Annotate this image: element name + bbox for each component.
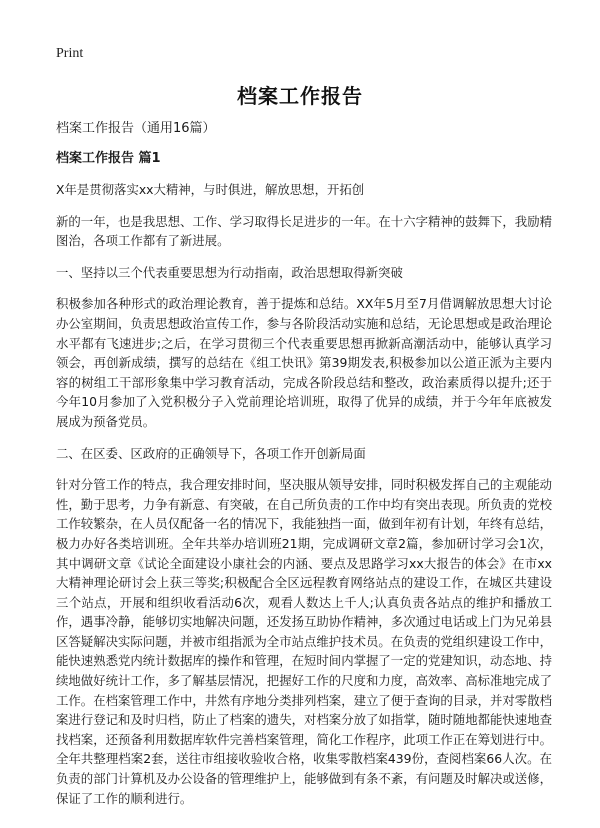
subheading-one: 一、坚持以三个代表重要思想为行动指南，政治思想取得新突破	[56, 264, 403, 280]
section-heading: 档案工作报告 篇1	[56, 151, 161, 166]
paragraph-work: 针对分管工作的特点，我合理安排时间，坚决服从领导安排，同时积极发挥自己的主观能动性，勤于思考，力争有新意、有突破，在自己所负责的工作中均有突出表现。所负责的党校工作较繁杂，在人员仅配备一名的情况下，我能独挡一面，做到年初有计划，年终有总结，极力办好各类培训班。全年共举办培训班21期，完成调研文章2篇，参加研讨学习会1次，其中调研文章《试论全面建设小康社会的内涵、要点及思路学习xx大报告的体会》在市xx大精神理论研讨会上获三等奖;积极配合全区远程教育网络站点的建设工作，在城区共建设三个站点，开展和组织收看活动6次，观看人数达上千人;认真负责各站点的维护和播放工作，遇事冷静，能够切实地解决问题，还发扬互助协作精神，多次通过电话或上门为兄弟县区答疑解决实际问题，并被市组指派为全市站点维护技术员。在负责的党组织建设工作中，能快速熟悉党内统计数据库的操作和管理，在短时间内掌握了一定的党建知识，动态地、持续地做好统计工作，多了解基层情况，把握好工作的尺度和力度，高效率、高标准地完成了工作。在档案管理工作中，井然有序地分类排列档案，建立了便于查询的目录，并对零散档案进行登记和及时归档，防止了档案的遗失，对档案分放了如指掌，随时随地都能快速地查找档案，还预备利用数据库软件完善档案管理，简化工作程序，此项工作正在筹划进行中。全年共整理档案2套，送往市组接收验收合格，收集零散档案439份，查阅档案66人次。在负责的部门计算机及办公设备的管理维护上，能够做到有条不紊，有问题及时解决或送修，保证了工作的顺利进行。	[56, 477, 552, 806]
paragraph-intro: 新的一年，也是我思想、工作、学习取得长足进步的一年。在十六字精神的鼓舞下，我励精图治，各项工作都有了新进展。	[56, 213, 552, 249]
print-link[interactable]: Print	[56, 46, 84, 61]
document-title: 档案工作报告	[237, 84, 363, 108]
subheading-two: 二、在区委、区政府的正确领导下，各项工作开创新局面	[56, 445, 366, 461]
paragraph-political: 积极参加各种形式的政治理论教育，善于提炼和总结。XX年5月至7月借调解放思想大讨论办公室期间，负责思想政治宣传工作，参与各阶段活动实施和总结，无论思想或是政治理论水平都有飞速进步;之后，在学习贯彻三个代表重要思想再掀新高潮活动中，能够认真学习领会，再创新成绩，撰写的总结在《组工快讯》第39期发表,积极参加以公道正派为主要内容的树组工干部形象集中学习教育活动，完成各阶段总结和整改，政治素质得以提升;还于今年10月参加了入党积极分子入党前理论培训班，取得了优异的成绩，并于今年年底被发展成为预备党员。	[56, 296, 552, 429]
document-subtitle: 档案工作报告（通用16篇）	[56, 121, 216, 136]
paragraph-intro-line: X年是贯彻落实xx大精神，与时俱进，解放思想，开拓创	[56, 182, 365, 197]
document-body	[56, 120, 552, 820]
